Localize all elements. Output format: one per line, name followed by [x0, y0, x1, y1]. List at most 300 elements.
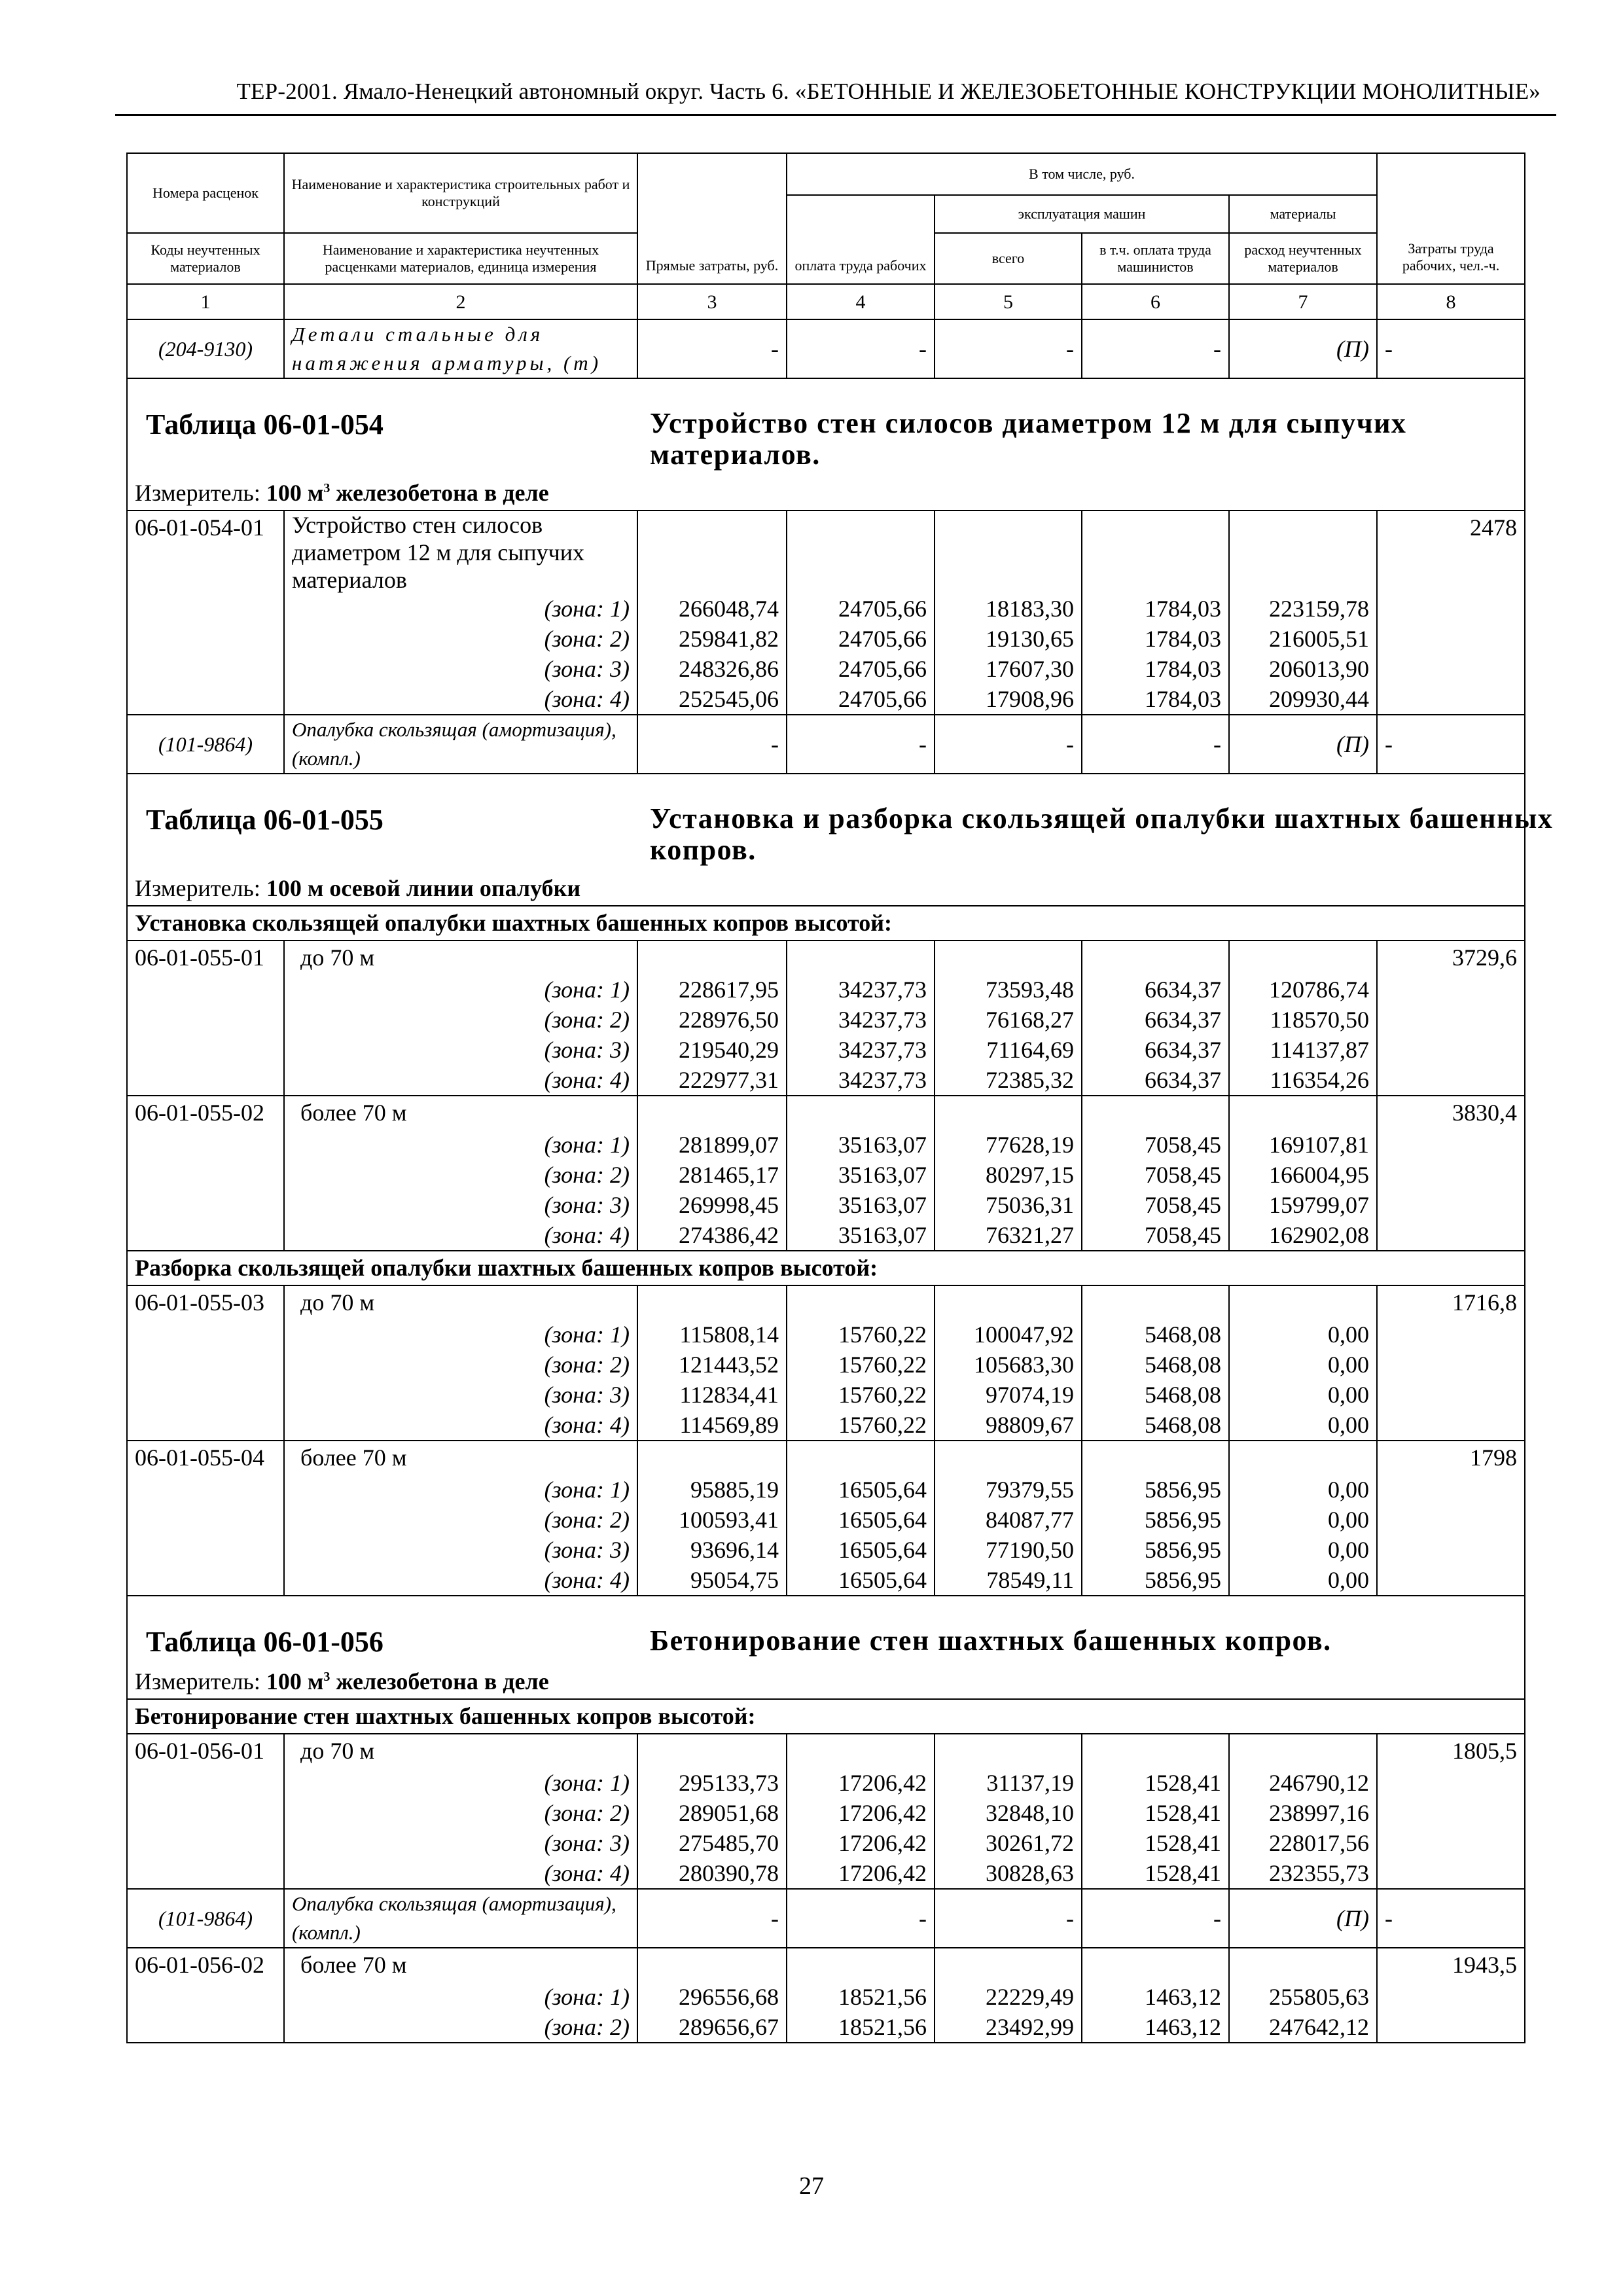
- zone-value: 0,00: [1229, 1319, 1377, 1350]
- material-code: (101-9864): [127, 715, 284, 774]
- rate-code: 06-01-055-04: [127, 1441, 284, 1596]
- zone-value: 32848,10: [935, 1798, 1082, 1828]
- zone-value: 34237,73: [787, 1065, 935, 1096]
- zone-label: (зона: 3): [284, 1828, 637, 1858]
- meter-row: [127, 1665, 1525, 1699]
- page-header: [115, 72, 1556, 116]
- empty-cell: [1082, 511, 1229, 594]
- zone-label: (зона: 1): [284, 1982, 637, 2012]
- labor-cost: 3830,4: [1377, 1096, 1525, 1251]
- incl-header: В том числе, руб.: [787, 153, 1377, 195]
- material-name: Опалубка скользящая (амортизация), (компл.): [284, 715, 637, 774]
- zone-value: 100047,92: [935, 1319, 1082, 1350]
- meter-row: [127, 476, 1525, 511]
- zone-value: 75036,31: [935, 1190, 1082, 1220]
- zone-value: 118570,50: [1229, 1005, 1377, 1035]
- zone-value: 16505,64: [787, 1505, 935, 1535]
- meter-label: Измеритель:: [135, 875, 260, 901]
- zone-value: 280390,78: [637, 1858, 787, 1889]
- zone-label: (зона: 4): [284, 1065, 637, 1096]
- zone-value: 0,00: [1229, 1535, 1377, 1565]
- zone-value: 34237,73: [787, 1035, 935, 1065]
- zone-label: (зона: 3): [284, 1535, 637, 1565]
- zone-value: 95054,75: [637, 1565, 787, 1596]
- zone-value: 34237,73: [787, 1005, 935, 1035]
- empty-cell: [935, 1096, 1082, 1130]
- zone-value: 5856,95: [1082, 1475, 1229, 1505]
- cell: -: [637, 1889, 787, 1948]
- empty-cell: [1229, 1285, 1377, 1319]
- header-text: ТЕР-2001. Ямало-Ненецкий автономный округ. Часть 6. «БЕТОННЫЕ И ЖЕЛЕЗОБЕТОННЫЕ КОНСТРУКЦИИ МОНОЛИТНЫЕ»: [236, 79, 1541, 104]
- zone-value: 18521,56: [787, 1982, 935, 2012]
- zone-value: 30261,72: [935, 1828, 1082, 1858]
- table-title-cell: [127, 378, 1525, 476]
- col5-header: всего: [935, 233, 1082, 284]
- superscript: 3: [323, 481, 330, 495]
- zone-row: [127, 1982, 1525, 2012]
- zone-value: 269998,45: [637, 1190, 787, 1220]
- zone-value: 275485,70: [637, 1828, 787, 1858]
- zone-value: 281465,17: [637, 1160, 787, 1190]
- labor-cost: 2478: [1377, 511, 1525, 715]
- meter: [127, 476, 1525, 511]
- zone-value: 18183,30: [935, 594, 1082, 624]
- zone-value: 159799,07: [1229, 1190, 1377, 1220]
- empty-cell: [1082, 1734, 1229, 1768]
- zone-label: (зона: 3): [284, 1190, 637, 1220]
- cell: -: [1377, 1889, 1525, 1948]
- zone-row: [127, 1190, 1525, 1220]
- zone-label: (зона: 2): [284, 1160, 637, 1190]
- col4-header: оплата труда рабочих: [787, 195, 935, 284]
- zone-row: [127, 1350, 1525, 1380]
- zone-value: 0,00: [1229, 1565, 1377, 1596]
- rate-row: [127, 1948, 1525, 1982]
- zone-value: 222977,31: [637, 1065, 787, 1096]
- zone-value: 166004,95: [1229, 1160, 1377, 1190]
- material-row: [127, 715, 1525, 774]
- zone-value: 16505,64: [787, 1475, 935, 1505]
- zone-value: 35163,07: [787, 1160, 935, 1190]
- cell: -: [1082, 319, 1229, 378]
- zone-value: 6634,37: [1082, 1005, 1229, 1035]
- zone-label: (зона: 2): [284, 2012, 637, 2043]
- table-number: Таблица 06-01-056: [146, 1626, 383, 1658]
- zone-value: 266048,74: [637, 594, 787, 624]
- zone-value: 17206,42: [787, 1768, 935, 1798]
- table-title-row: [127, 1596, 1525, 1665]
- zone-value: 19130,65: [935, 624, 1082, 654]
- zone-row: [127, 654, 1525, 684]
- empty-cell: [787, 1734, 935, 1768]
- zone-value: 274386,42: [637, 1220, 787, 1251]
- header-row-1: [127, 153, 1525, 195]
- rate-code: 06-01-054-01: [127, 511, 284, 715]
- empty-cell: [1082, 1441, 1229, 1475]
- col6-header: в т.ч. оплата труда машинистов: [1082, 233, 1229, 284]
- empty-cell: [1229, 1441, 1377, 1475]
- zone-value: 281899,07: [637, 1130, 787, 1160]
- zone-value: 84087,77: [935, 1505, 1082, 1535]
- meter-label: Измеритель:: [135, 1668, 260, 1695]
- zone-label: (зона: 2): [284, 624, 637, 654]
- zone-value: 76168,27: [935, 1005, 1082, 1035]
- meter-value: 100 $м^3$ железобетона в деле: [266, 1668, 549, 1695]
- zone-value: 5856,95: [1082, 1535, 1229, 1565]
- col-number: 3: [637, 284, 787, 319]
- zone-value: 228017,56: [1229, 1828, 1377, 1858]
- zone-value: 77628,19: [935, 1130, 1082, 1160]
- zone-value: 17206,42: [787, 1858, 935, 1889]
- rate-row: [127, 1441, 1525, 1475]
- zone-value: 209930,44: [1229, 684, 1377, 715]
- col8-header: Затраты труда рабочих, чел.-ч.: [1377, 153, 1525, 284]
- zone-value: 6634,37: [1082, 975, 1229, 1005]
- zone-value: 73593,48: [935, 975, 1082, 1005]
- machines-header: эксплуатация машин: [935, 195, 1229, 233]
- zone-value: 80297,15: [935, 1160, 1082, 1190]
- rate-code: 06-01-055-02: [127, 1096, 284, 1251]
- zone-value: 112834,41: [637, 1380, 787, 1410]
- zone-value: 1784,03: [1082, 624, 1229, 654]
- zone-row: [127, 2012, 1525, 2043]
- empty-cell: [637, 1441, 787, 1475]
- zone-label: (зона: 4): [284, 1410, 637, 1441]
- zone-value: 98809,67: [935, 1410, 1082, 1441]
- zone-value: 0,00: [1229, 1350, 1377, 1380]
- rate-name: до 70 м: [284, 1285, 637, 1319]
- zone-row: [127, 1768, 1525, 1798]
- table-title-wrap: [128, 1596, 1524, 1664]
- material-name: Детали стальные для натяжения арматуры, (т): [284, 319, 637, 378]
- zone-value: 16505,64: [787, 1565, 935, 1596]
- zone-label: (зона: 4): [284, 1858, 637, 1889]
- zone-value: 247642,12: [1229, 2012, 1377, 2043]
- zone-value: 115808,14: [637, 1319, 787, 1350]
- zone-row: [127, 1380, 1525, 1410]
- rate-name: Устройство стен силосов диаметром 12 м для сыпучих материалов: [284, 511, 637, 594]
- zone-value: 295133,73: [637, 1768, 787, 1798]
- zone-value: 120786,74: [1229, 975, 1377, 1005]
- zone-label: (зона: 1): [284, 1768, 637, 1798]
- empty-cell: [637, 1948, 787, 1982]
- empty-cell: [1229, 1096, 1377, 1130]
- zone-label: (зона: 1): [284, 594, 637, 624]
- zone-row: [127, 1410, 1525, 1441]
- material-name: Опалубка скользящая (амортизация), (компл.): [284, 1889, 637, 1948]
- zone-row: [127, 684, 1525, 715]
- zone-value: 30828,63: [935, 1858, 1082, 1889]
- material-code: (101-9864): [127, 1889, 284, 1948]
- meter-value: 100 $м^3$ железобетона в деле: [266, 480, 549, 506]
- col1-bottom: Коды неучтенных материалов: [127, 233, 284, 284]
- zone-row: [127, 1858, 1525, 1889]
- meter: [127, 1665, 1525, 1699]
- zone-label: (зона: 2): [284, 1005, 637, 1035]
- zone-value: 22229,49: [935, 1982, 1082, 2012]
- zone-value: 17206,42: [787, 1828, 935, 1858]
- zone-label: (зона: 1): [284, 975, 637, 1005]
- labor-cost: 1716,8: [1377, 1285, 1525, 1441]
- meter: [127, 872, 1525, 906]
- zone-value: 232355,73: [1229, 1858, 1377, 1889]
- zone-row: [127, 1005, 1525, 1035]
- zone-value: 15760,22: [787, 1350, 935, 1380]
- cell: -: [935, 1889, 1082, 1948]
- zone-value: 296556,68: [637, 1982, 787, 2012]
- col-number: 6: [1082, 284, 1229, 319]
- zone-label: (зона: 3): [284, 1380, 637, 1410]
- zone-value: 116354,26: [1229, 1065, 1377, 1096]
- zone-value: 71164,69: [935, 1035, 1082, 1065]
- rate-row: [127, 1285, 1525, 1319]
- zone-value: 97074,19: [935, 1380, 1082, 1410]
- zone-label: (зона: 3): [284, 654, 637, 684]
- zone-row: [127, 1319, 1525, 1350]
- cell: -: [935, 715, 1082, 774]
- zone-value: 5468,08: [1082, 1350, 1229, 1380]
- zone-label: (зона: 1): [284, 1475, 637, 1505]
- table-title-row: [127, 774, 1525, 872]
- zone-value: 76321,27: [935, 1220, 1082, 1251]
- cell: -: [1377, 715, 1525, 774]
- zone-row: [127, 624, 1525, 654]
- material-code: (204-9130): [127, 319, 284, 378]
- table-title-wrap: [128, 379, 1524, 476]
- subheader: Бетонирование стен шахтных башенных копров высотой:: [127, 1699, 1525, 1734]
- zone-value: 24705,66: [787, 594, 935, 624]
- empty-cell: [1082, 1096, 1229, 1130]
- superscript: 3: [323, 1670, 330, 1684]
- labor-cost: 1798: [1377, 1441, 1525, 1596]
- zone-value: 255805,63: [1229, 1982, 1377, 2012]
- empty-cell: [935, 1948, 1082, 1982]
- zone-value: 289051,68: [637, 1798, 787, 1828]
- zone-value: 78549,11: [935, 1565, 1082, 1596]
- zone-value: 15760,22: [787, 1319, 935, 1350]
- col1-top: Номера расценок: [127, 153, 284, 233]
- zone-value: 100593,41: [637, 1505, 787, 1535]
- rate-name: более 70 м: [284, 1948, 637, 1982]
- cell: -: [1377, 319, 1525, 378]
- zone-value: 95885,19: [637, 1475, 787, 1505]
- price-table: [126, 152, 1554, 2043]
- zone-value: 1528,41: [1082, 1858, 1229, 1889]
- zone-row: [127, 1475, 1525, 1505]
- zone-value: 23492,99: [935, 2012, 1082, 2043]
- zone-value: 216005,51: [1229, 624, 1377, 654]
- zone-row: [127, 1798, 1525, 1828]
- zone-value: 289656,67: [637, 2012, 787, 2043]
- empty-cell: [935, 1285, 1082, 1319]
- zone-label: (зона: 4): [284, 1565, 637, 1596]
- empty-cell: [1082, 1948, 1229, 1982]
- rate-row: [127, 1734, 1525, 1768]
- zone-row: [127, 1160, 1525, 1190]
- zone-row: [127, 594, 1525, 624]
- empty-cell: [637, 941, 787, 975]
- subheader: Установка скользящей опалубки шахтных башенных копров высотой:: [127, 906, 1525, 941]
- empty-cell: [787, 1948, 935, 1982]
- empty-cell: [935, 941, 1082, 975]
- zone-value: 114569,89: [637, 1410, 787, 1441]
- labor-cost: 1943,5: [1377, 1948, 1525, 2043]
- col7-header: расход неучтенных материалов: [1229, 233, 1377, 284]
- zone-value: 7058,45: [1082, 1190, 1229, 1220]
- rate-code: 06-01-055-03: [127, 1285, 284, 1441]
- zone-row: [127, 1828, 1525, 1858]
- zone-row: [127, 1065, 1525, 1096]
- rate-name: до 70 м: [284, 1734, 637, 1768]
- zone-label: (зона: 1): [284, 1319, 637, 1350]
- table-title: Устройство стен силосов диаметром 12 м для сыпучих материалов.: [650, 407, 1407, 471]
- zone-value: 252545,06: [637, 684, 787, 715]
- zone-value: 17607,30: [935, 654, 1082, 684]
- col2-top: Наименование и характеристика строительных работ и конструкций: [284, 153, 637, 233]
- zone-value: 18521,56: [787, 2012, 935, 2043]
- zone-label: (зона: 2): [284, 1350, 637, 1380]
- zone-row: [127, 1220, 1525, 1251]
- zone-value: 31137,19: [935, 1768, 1082, 1798]
- table-number: Таблица 06-01-054: [146, 408, 383, 440]
- zone-value: 0,00: [1229, 1505, 1377, 1535]
- zone-value: 1463,12: [1082, 2012, 1229, 2043]
- col-number: 8: [1377, 284, 1525, 319]
- empty-cell: [637, 1734, 787, 1768]
- subheader-row: [127, 906, 1525, 941]
- zone-value: 24705,66: [787, 624, 935, 654]
- empty-cell: [1229, 1948, 1377, 1982]
- cell: -: [1082, 715, 1229, 774]
- empty-cell: [935, 1441, 1082, 1475]
- rate-name: более 70 м: [284, 1441, 637, 1475]
- empty-cell: [787, 941, 935, 975]
- table-title: Бетонирование стен шахтных башенных копров.: [650, 1624, 1332, 1657]
- material-row: [127, 319, 1525, 378]
- cell: -: [637, 319, 787, 378]
- zone-label: (зона: 4): [284, 1220, 637, 1251]
- zone-value: 24705,66: [787, 654, 935, 684]
- column-numbers-row: [127, 284, 1525, 319]
- zone-value: 6634,37: [1082, 1035, 1229, 1065]
- zone-row: [127, 1565, 1525, 1596]
- col-number: 7: [1229, 284, 1377, 319]
- table-title: Установка и разборка скользящей опалубки шахтных башенных копров.: [650, 802, 1554, 866]
- col2-bottom: Наименование и характеристика неучтенных расценками материалов, единица измерения: [284, 233, 637, 284]
- zone-row: [127, 1535, 1525, 1565]
- zone-row: [127, 1505, 1525, 1535]
- zone-value: 5856,95: [1082, 1565, 1229, 1596]
- empty-cell: [637, 1285, 787, 1319]
- col-number: 4: [787, 284, 935, 319]
- col3-header: Прямые затраты, руб.: [637, 153, 787, 284]
- zone-value: 248326,86: [637, 654, 787, 684]
- zone-value: 17908,96: [935, 684, 1082, 715]
- zone-value: 93696,14: [637, 1535, 787, 1565]
- zone-value: 1528,41: [1082, 1798, 1229, 1828]
- empty-cell: [1229, 511, 1377, 594]
- labor-cost: 3729,6: [1377, 941, 1525, 1096]
- empty-cell: [787, 1096, 935, 1130]
- empty-cell: [935, 511, 1082, 594]
- zone-value: 259841,82: [637, 624, 787, 654]
- cell: -: [787, 715, 935, 774]
- zone-value: 238997,16: [1229, 1798, 1377, 1828]
- cell: -: [637, 715, 787, 774]
- zone-value: 114137,87: [1229, 1035, 1377, 1065]
- cell: -: [787, 1889, 935, 1948]
- zone-label: (зона: 1): [284, 1130, 637, 1160]
- zone-value: 16505,64: [787, 1535, 935, 1565]
- subheader-row: [127, 1251, 1525, 1285]
- meter-value: 100 м осевой линии опалубки: [266, 875, 581, 901]
- labor-cost: 1805,5: [1377, 1734, 1525, 1889]
- zone-value: 228976,50: [637, 1005, 787, 1035]
- table-title-cell: [127, 1596, 1525, 1665]
- empty-cell: [1082, 1285, 1229, 1319]
- empty-cell: [787, 1285, 935, 1319]
- zone-row: [127, 1035, 1525, 1065]
- zone-value: 79379,55: [935, 1475, 1082, 1505]
- cell: (П): [1229, 1889, 1377, 1948]
- zone-value: 17206,42: [787, 1798, 935, 1828]
- materials-header: материалы: [1229, 195, 1377, 233]
- zone-value: 15760,22: [787, 1380, 935, 1410]
- zone-value: 121443,52: [637, 1350, 787, 1380]
- zone-value: 206013,90: [1229, 654, 1377, 684]
- rate-row: [127, 941, 1525, 975]
- rate-code: 06-01-055-01: [127, 941, 284, 1096]
- zone-row: [127, 1130, 1525, 1160]
- zone-value: 6634,37: [1082, 1065, 1229, 1096]
- material-row: [127, 1889, 1525, 1948]
- zone-value: 162902,08: [1229, 1220, 1377, 1251]
- page-number: 27: [799, 2172, 824, 2200]
- rate-code: 06-01-056-02: [127, 1948, 284, 2043]
- rate-name: более 70 м: [284, 1096, 637, 1130]
- zone-value: 1784,03: [1082, 594, 1229, 624]
- zone-value: 1463,12: [1082, 1982, 1229, 2012]
- zone-value: 223159,78: [1229, 594, 1377, 624]
- zone-value: 105683,30: [935, 1350, 1082, 1380]
- zone-value: 5856,95: [1082, 1505, 1229, 1535]
- zone-value: 35163,07: [787, 1190, 935, 1220]
- zone-label: (зона: 2): [284, 1798, 637, 1828]
- empty-cell: [787, 511, 935, 594]
- table-title-wrap: [128, 774, 1554, 871]
- col-number: 5: [935, 284, 1082, 319]
- zone-value: 0,00: [1229, 1410, 1377, 1441]
- zone-value: 219540,29: [637, 1035, 787, 1065]
- empty-cell: [1229, 941, 1377, 975]
- zone-value: 228617,95: [637, 975, 787, 1005]
- cell: (П): [1229, 715, 1377, 774]
- empty-cell: [935, 1734, 1082, 1768]
- zone-row: [127, 975, 1525, 1005]
- empty-cell: [637, 511, 787, 594]
- zone-value: 72385,32: [935, 1065, 1082, 1096]
- meter-row: [127, 872, 1525, 906]
- zone-value: 15760,22: [787, 1410, 935, 1441]
- zone-value: 5468,08: [1082, 1380, 1229, 1410]
- zone-label: (зона: 2): [284, 1505, 637, 1535]
- table-title-row: [127, 378, 1525, 476]
- empty-cell: [1082, 941, 1229, 975]
- zone-value: 5468,08: [1082, 1319, 1229, 1350]
- zone-value: 0,00: [1229, 1475, 1377, 1505]
- zone-value: 7058,45: [1082, 1220, 1229, 1251]
- zone-value: 0,00: [1229, 1380, 1377, 1410]
